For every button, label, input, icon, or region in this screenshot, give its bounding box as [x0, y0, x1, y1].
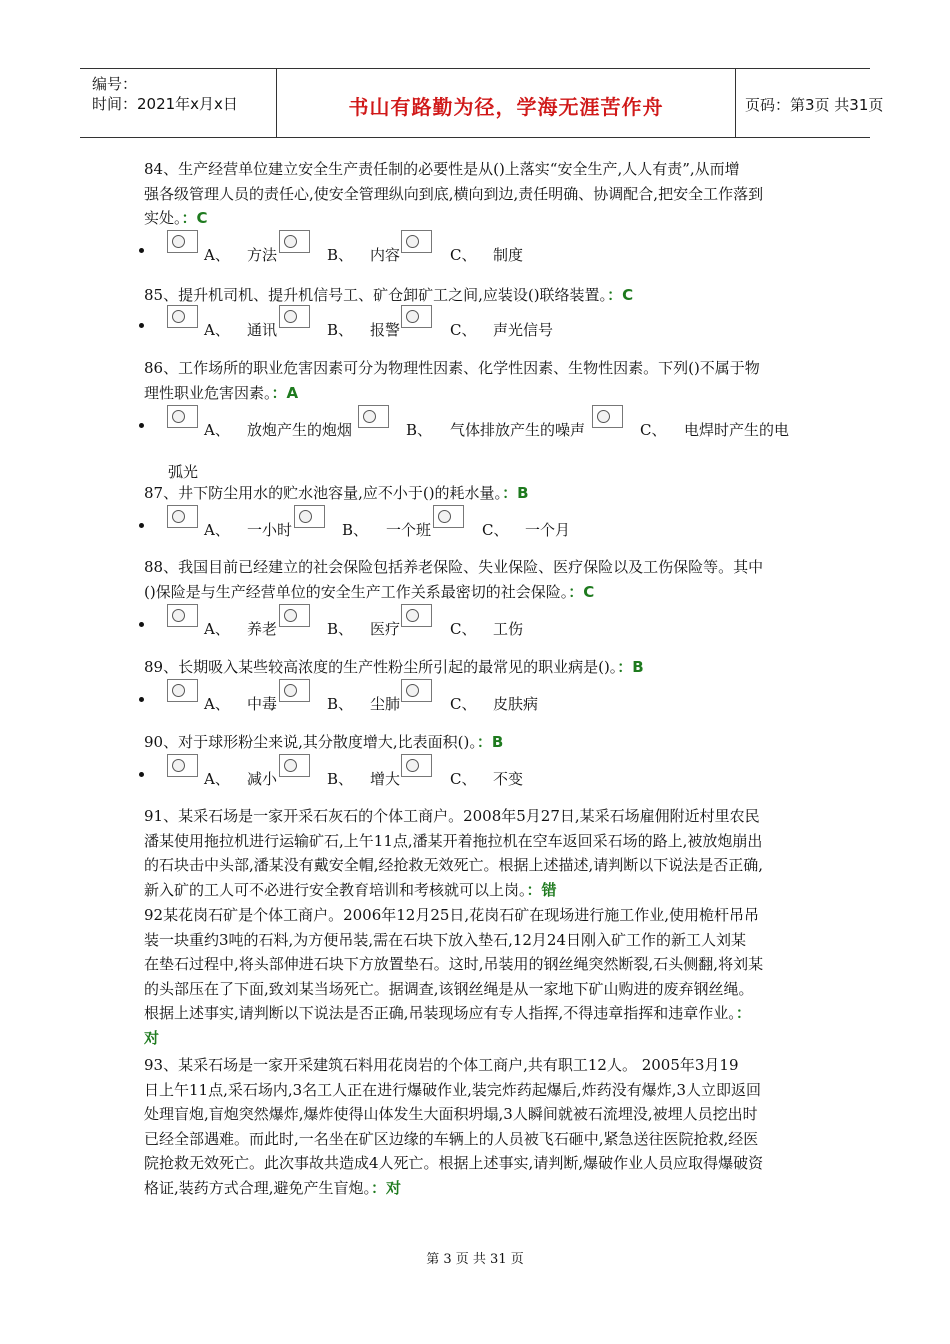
radio-option-a[interactable]	[167, 230, 198, 253]
radio-option-c[interactable]	[401, 679, 432, 702]
answer-key: ：	[735, 1004, 751, 1022]
radio-option-a[interactable]	[167, 679, 198, 702]
option-letter: A、	[204, 421, 230, 439]
radio-option-a[interactable]	[167, 754, 198, 777]
option-text: 一个班	[386, 521, 432, 539]
option-letter: B、	[327, 620, 354, 638]
page-info: 页码：第3页 共31页	[745, 96, 884, 114]
option-text: 气体排放产生的噪声	[450, 421, 586, 439]
options-row-q85	[0, 305, 950, 345]
radio-option-b[interactable]	[279, 230, 310, 253]
page-footer: 第 3 页 共 31 页	[426, 1252, 524, 1267]
option-text: 内容	[370, 246, 401, 264]
option-text: 医疗	[370, 620, 401, 638]
question-text-q88	[144, 555, 806, 604]
option-letter: B、	[327, 246, 354, 264]
question-line: 86、工作场所的职业危害因素可分为物理性因素、化学性因素、生物性因素。下列()不属于物	[144, 359, 760, 377]
question-line: 88、我国目前已经建立的社会保险包括养老保险、失业保险、医疗保险以及工伤保险等。其中	[144, 558, 764, 576]
radio-option-c[interactable]	[401, 305, 432, 328]
question-line	[144, 481, 806, 506]
option-letter: C、	[640, 421, 667, 439]
option-text: 养老	[247, 620, 278, 638]
radio-option-b[interactable]	[294, 505, 325, 528]
question-line: 93、某采石场是一家开采建筑石料用花岗岩的个体工商户,共有职工12人。 2005年3月19	[144, 1056, 739, 1074]
question-line: 院抢救无效死亡。此次事故共造成4人死亡。根据上述事实,请判断,爆破作业人员应取得爆破资	[144, 1154, 764, 1172]
option-text: 皮肤病	[493, 695, 539, 713]
question-text-q92	[144, 903, 806, 1050]
question-line: 91、某采石场是一家开采石灰石的个体工商户。2008年5月27日,某采石场雇佣附近村里农民	[144, 807, 760, 825]
option-letter: B、	[342, 521, 369, 539]
bullet-icon	[139, 323, 144, 328]
option-letter: B、	[327, 695, 354, 713]
option-letter: C、	[450, 246, 477, 264]
number-label: 编号：	[92, 75, 138, 93]
question-text-q86	[144, 356, 806, 405]
bullet-icon	[139, 423, 144, 428]
option-letter: A、	[204, 246, 230, 264]
question-line: 已经全部遇难。而此时,一名坐在矿区边缘的车辆上的人员被飞石砸中,紧急送往医院抢救,经医	[144, 1129, 759, 1148]
options-row-q86	[0, 405, 950, 445]
option-letter: C、	[482, 521, 509, 539]
radio-option-c[interactable]	[401, 230, 432, 253]
option-letter: C、	[450, 620, 477, 638]
question-text-q87	[144, 481, 806, 506]
header-page-cell	[735, 69, 884, 137]
option-text: 一小时	[247, 521, 293, 539]
question-text-q85	[144, 283, 806, 308]
question-line-text: 根据上述事实,请判断以下说法是否正确,吊装现场应有专人指挥,不得违章指挥和违章作业。	[144, 1004, 736, 1022]
answer-key: ：对	[371, 1178, 402, 1197]
radio-option-b[interactable]	[358, 405, 389, 428]
option-text: 增大	[370, 770, 401, 788]
option-text-continuation: 弧光	[168, 463, 199, 481]
question-line	[144, 580, 806, 605]
question-line-text: 实处。	[144, 209, 182, 227]
question-line: 的石块击中头部,潘某没有戴安全帽,经抢救无效死亡。根据上述描述,请判断以下说法是否正确,	[144, 856, 764, 874]
question-line: 日上午11点,采石场内,3名工人正在进行爆破作业,装完炸药起爆后,炸药没有爆炸,3人立即返回	[144, 1080, 762, 1099]
option-letter: A、	[204, 321, 230, 339]
question-text-q84	[144, 157, 806, 231]
bullet-icon	[139, 772, 144, 777]
option-text: 制度	[493, 246, 524, 264]
radio-option-c[interactable]	[433, 505, 464, 528]
question-line: 装一块重约3吨的石料,为方便吊装,需在石块下放入垫石,12月24日刚入矿工作的新工人刘某	[144, 930, 747, 949]
radio-option-b[interactable]	[279, 754, 310, 777]
radio-option-c[interactable]	[592, 405, 623, 428]
options-row-q90	[0, 754, 950, 794]
option-text: 报警	[370, 321, 401, 339]
question-line-text: 85、提升机司机、提升机信号工、矿仓卸矿工之间,应装设()联络装置。	[144, 286, 608, 304]
option-text: 尘肺	[370, 695, 401, 713]
radio-option-a[interactable]	[167, 604, 198, 627]
answer-key: ：B	[476, 733, 504, 751]
question-line-text: 新入矿的工人可不必进行安全教育培训和考核就可以上岗。	[144, 880, 527, 899]
option-text: 声光信号	[493, 321, 554, 339]
question-line-text: 90、对于球形粉尘来说,其分散度增大,比表面积()。	[144, 733, 477, 751]
bullet-icon	[139, 523, 144, 528]
options-row-q87	[0, 505, 950, 545]
answer-key: ：C	[568, 582, 595, 601]
option-letter: C、	[450, 695, 477, 713]
question-line: 在垫石过程中,将头部伸进石块下方放置垫石。这时,吊装用的钢丝绳突然断裂,石头侧翻,将刘某	[144, 955, 764, 973]
option-letter: A、	[204, 770, 230, 788]
question-line	[144, 655, 806, 680]
question-line-text: 格证,装药方式合理,避免产生盲炮。	[144, 1178, 372, 1197]
radio-option-b[interactable]	[279, 604, 310, 627]
radio-option-b[interactable]	[279, 305, 310, 328]
answer-key: ：C	[607, 286, 634, 304]
radio-option-a[interactable]	[167, 405, 198, 428]
header-motto-cell	[276, 69, 736, 137]
question-line-text: 87、井下防尘用水的贮水池容量,应不小于()的耗水量。	[144, 484, 503, 502]
question-line: 处理盲炮,盲炮突然爆炸,爆炸使得山体发生大面积坍塌,3人瞬间就被石流埋没,被埋人员挖出时	[144, 1105, 758, 1123]
question-line	[144, 1001, 806, 1026]
question-line-text: ()保险是与生产经营单位的安全生产工作关系最密切的社会保险。	[144, 582, 569, 601]
option-letter: C、	[450, 770, 477, 788]
option-letter: B、	[406, 421, 433, 439]
time-label: 时间：2021年x月x日	[92, 95, 238, 113]
answer-key: ：A	[271, 383, 299, 402]
bullet-icon	[139, 697, 144, 702]
option-text: 放炮产生的炮烟	[247, 421, 353, 439]
option-text: 方法	[247, 246, 278, 264]
question-text-q89	[144, 655, 806, 680]
option-letter: B、	[327, 770, 354, 788]
question-line-text: 理性职业危害因素。	[144, 383, 272, 402]
question-text-q91	[144, 804, 806, 902]
question-text-q93	[144, 1053, 806, 1200]
question-line: 84、生产经营单位建立安全生产责任制的必要性是从()上落实“安全生产,人人有责”,从而增	[144, 160, 740, 178]
option-letter: A、	[204, 521, 230, 539]
option-text: 减小	[247, 770, 278, 788]
option-letter: A、	[204, 695, 230, 713]
question-text-q90	[144, 730, 806, 755]
answer-key-wrapped: 对	[144, 1028, 160, 1047]
question-line	[144, 206, 806, 231]
answer-key: ：B	[502, 484, 529, 502]
question-line: 92某花岗石矿是个体工商户。2006年12月25日,花岗石矿在现场进行施工作业,使用桅杆吊吊	[144, 906, 759, 924]
option-text: 电焊时产生的电	[684, 421, 790, 439]
option-letter: B、	[327, 321, 354, 339]
bullet-icon	[139, 248, 144, 253]
question-line	[144, 381, 806, 406]
answer-key: ：错	[526, 880, 557, 899]
options-row-q88	[0, 604, 950, 644]
options-row-q89	[0, 679, 950, 719]
answer-key: ：B	[617, 658, 644, 676]
option-text: 中毒	[247, 695, 278, 713]
page-header	[80, 68, 884, 138]
answer-key: ：C	[181, 209, 208, 227]
option-letter: A、	[204, 620, 230, 638]
radio-option-c[interactable]	[401, 604, 432, 627]
motto-text: 书山有路勤为径，学海无涯苦作舟	[348, 95, 664, 119]
radio-option-b[interactable]	[279, 679, 310, 702]
option-text: 通讯	[247, 321, 278, 339]
radio-option-a[interactable]	[167, 505, 198, 528]
option-text: 一个月	[525, 521, 571, 539]
option-letter: C、	[450, 321, 477, 339]
question-line-text: 89、长期吸入某些较高浓度的生产性粉尘所引起的最常见的职业病是()。	[144, 658, 618, 676]
question-line	[144, 878, 806, 903]
bullet-icon	[139, 622, 144, 627]
radio-option-c[interactable]	[401, 754, 432, 777]
question-line: 的头部压在了下面,致刘某当场死亡。据调查,该钢丝绳是从一家地下矿山购进的废弃钢丝绳。	[144, 979, 754, 998]
question-line	[144, 730, 806, 755]
option-text: 不变	[493, 770, 524, 788]
header-meta-cell	[80, 69, 276, 137]
question-line	[144, 1176, 806, 1201]
radio-option-a[interactable]	[167, 305, 198, 328]
options-row-q84	[0, 230, 950, 270]
question-line: 潘某使用拖拉机进行运输矿石,上午11点,潘某开着拖拉机在空车返回采石场的路上,被放炮崩出	[144, 831, 763, 850]
question-line	[144, 283, 806, 308]
question-line: 强各级管理人员的责任心,使安全管理纵向到底,横向到边,责任明确、协调配合,把安全工作落到	[144, 184, 764, 203]
option-text: 工伤	[493, 620, 524, 638]
